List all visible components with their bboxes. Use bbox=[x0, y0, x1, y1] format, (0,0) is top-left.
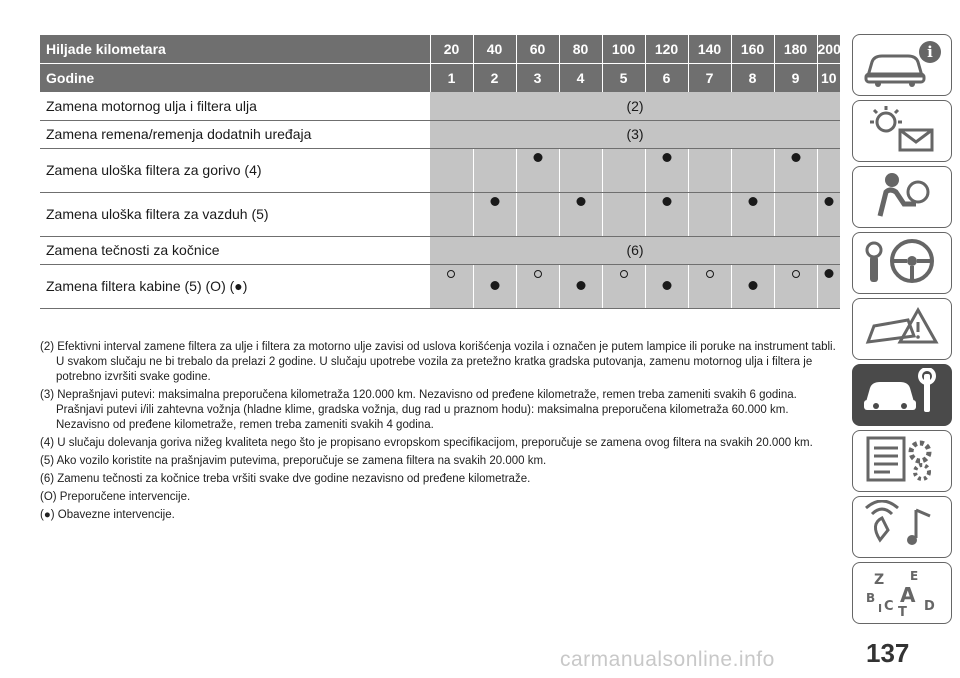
chapter-tab-car-wrench[interactable] bbox=[852, 364, 952, 426]
table-row bbox=[40, 92, 840, 120]
interval-cell bbox=[645, 264, 688, 308]
svg-text:Z: Z bbox=[874, 571, 885, 588]
interval-note-cell: (6) bbox=[430, 236, 840, 264]
table-row bbox=[40, 120, 840, 148]
interval-cell bbox=[516, 264, 559, 308]
footnote: (2) Efektivni interval zamene filtera za ulje i filtera za motorno ulje zavisi od uslova korišćenja vozila i označen je putem lampice ili poruke na instrument tabli. U svakom slučaju ne bi trebalo da prelazi 2 godine. U slučaju upotrebe vozila za pretežno kratka gradska putovanja, zamenu motornog ulja i filtera je potrebno izvršiti svake godine. bbox=[40, 341, 836, 383]
interval-cell bbox=[559, 148, 602, 192]
interval-cell bbox=[473, 192, 516, 236]
interval-cell bbox=[731, 192, 774, 236]
maintenance-table bbox=[40, 35, 840, 309]
interval-cell bbox=[774, 264, 817, 308]
mandatory-dot-icon bbox=[791, 153, 800, 162]
mandatory-dot-icon bbox=[662, 153, 671, 162]
chapter-tab-alphabetical-index[interactable] bbox=[852, 562, 952, 624]
header-km-cell: 80 bbox=[559, 35, 602, 64]
svg-text:I: I bbox=[878, 601, 883, 615]
header-row-km bbox=[40, 35, 840, 64]
airbag-person-icon bbox=[860, 170, 944, 225]
mandatory-dot-icon bbox=[576, 281, 585, 290]
row-label: Zamena uloška filtera za vazduh (5) bbox=[40, 192, 430, 236]
row-label: Zamena motornog ulja i filtera ulja bbox=[40, 92, 430, 120]
footnote: (4) U slučaju dolevanja goriva nižeg kvaliteta nego što je propisano evropskom specifikacijom, preporučuje se zamena ovog filtera na svakih 20.000 km. bbox=[40, 437, 813, 449]
interval-cell bbox=[774, 192, 817, 236]
chapter-tab-multimedia-music[interactable] bbox=[852, 496, 952, 558]
interval-cell bbox=[473, 148, 516, 192]
header-year-cell: 2 bbox=[473, 64, 516, 93]
header-year-cell: 1 bbox=[430, 64, 473, 93]
footnote: (●) Obavezne intervencije. bbox=[40, 509, 175, 521]
svg-text:i: i bbox=[927, 42, 933, 61]
mandatory-dot-icon bbox=[824, 269, 833, 278]
interval-cell bbox=[430, 148, 473, 192]
key-steering-wheel-icon bbox=[860, 236, 944, 291]
interval-cell bbox=[473, 264, 516, 308]
interval-cell bbox=[688, 148, 731, 192]
header-km-cell: 120 bbox=[645, 35, 688, 64]
header-year-cell: 9 bbox=[774, 64, 817, 93]
header-km-cell: 60 bbox=[516, 35, 559, 64]
row-label: Zamena filtera kabine (5) (O) (●) bbox=[40, 264, 430, 308]
header-km-cell: 180 bbox=[774, 35, 817, 64]
page-number: 137 bbox=[866, 638, 910, 668]
car-accident-icon bbox=[860, 302, 944, 357]
car-wrench-icon bbox=[860, 368, 944, 423]
table-row bbox=[40, 148, 840, 192]
footnote: (6) Zamenu tečnosti za kočnice treba vršiti svake dve godine nezavisno od pređene kilometraže. bbox=[40, 473, 531, 485]
table-row bbox=[40, 264, 840, 308]
interval-note-cell: (2) bbox=[430, 92, 840, 120]
mandatory-dot-icon bbox=[490, 281, 499, 290]
svg-text:T: T bbox=[898, 604, 907, 616]
chapter-tab-warning-light-mail[interactable] bbox=[852, 100, 952, 162]
mandatory-dot-icon bbox=[662, 197, 671, 206]
warning-light-mail-icon bbox=[860, 104, 944, 159]
chapter-tab-car-accident[interactable] bbox=[852, 298, 952, 360]
specs-gear-icon bbox=[860, 434, 944, 489]
interval-cell bbox=[645, 148, 688, 192]
header-year-cell: 10 bbox=[817, 64, 840, 93]
table-row bbox=[40, 192, 840, 236]
header-year-cell: 7 bbox=[688, 64, 731, 93]
interval-note-cell: (3) bbox=[430, 120, 840, 148]
interval-cell bbox=[731, 264, 774, 308]
footnote: (5) Ako vozilo koristite na prašnjavim putevima, preporučuje se zamena filtera na svakih 20.000 km. bbox=[40, 455, 547, 467]
svg-text:B: B bbox=[866, 590, 876, 605]
header-year-cell: 6 bbox=[645, 64, 688, 93]
interval-cell bbox=[430, 264, 473, 308]
mandatory-dot-icon bbox=[533, 153, 542, 162]
interval-cell bbox=[430, 192, 473, 236]
row-label: Zamena tečnosti za kočnice bbox=[40, 236, 430, 264]
interval-cell bbox=[602, 264, 645, 308]
chapter-tabs bbox=[852, 34, 952, 628]
svg-text:C: C bbox=[884, 598, 894, 614]
mandatory-dot-icon bbox=[748, 197, 757, 206]
header-year-cell: 4 bbox=[559, 64, 602, 93]
chapter-tab-specs-gear[interactable] bbox=[852, 430, 952, 492]
watermark: carmanualsonline.info bbox=[560, 648, 775, 671]
table-row bbox=[40, 236, 840, 264]
row-label: Zamena remena/remenja dodatnih uređaja bbox=[40, 120, 430, 148]
interval-cell bbox=[559, 264, 602, 308]
mandatory-dot-icon bbox=[662, 281, 671, 290]
header-km-cell: 160 bbox=[731, 35, 774, 64]
multimedia-music-icon bbox=[860, 500, 944, 555]
row-label: Zamena uloška filtera za gorivo (4) bbox=[40, 148, 430, 192]
recommended-ring-icon bbox=[706, 270, 714, 278]
footnotes bbox=[40, 340, 840, 526]
mandatory-dot-icon bbox=[824, 197, 833, 206]
svg-text:D: D bbox=[924, 598, 935, 614]
interval-cell bbox=[774, 148, 817, 192]
header-km-cell: 100 bbox=[602, 35, 645, 64]
interval-cell bbox=[516, 148, 559, 192]
header-km-cell: 40 bbox=[473, 35, 516, 64]
alphabetical-index-icon bbox=[860, 566, 944, 621]
chapter-tab-airbag-person[interactable] bbox=[852, 166, 952, 228]
mandatory-dot-icon bbox=[576, 197, 585, 206]
interval-cell bbox=[817, 148, 840, 192]
mandatory-dot-icon bbox=[748, 281, 757, 290]
interval-cell bbox=[731, 148, 774, 192]
chapter-tab-key-steering-wheel[interactable] bbox=[852, 232, 952, 294]
car-info-icon bbox=[860, 38, 944, 93]
header-km-cell: 20 bbox=[430, 35, 473, 64]
recommended-ring-icon bbox=[447, 270, 455, 278]
mandatory-dot-icon bbox=[490, 197, 499, 206]
interval-cell bbox=[817, 192, 840, 236]
interval-cell bbox=[688, 264, 731, 308]
interval-cell bbox=[559, 192, 602, 236]
header-km-cell: 200 bbox=[817, 35, 840, 64]
recommended-ring-icon bbox=[792, 270, 800, 278]
header-km-label: Hiljade kilometara bbox=[40, 35, 430, 64]
interval-cell bbox=[645, 192, 688, 236]
interval-cell bbox=[817, 264, 840, 308]
interval-cell bbox=[602, 148, 645, 192]
interval-cell bbox=[688, 192, 731, 236]
header-year-cell: 5 bbox=[602, 64, 645, 93]
svg-text:E: E bbox=[910, 568, 919, 583]
interval-cell bbox=[602, 192, 645, 236]
header-km-cell: 140 bbox=[688, 35, 731, 64]
recommended-ring-icon bbox=[534, 270, 542, 278]
header-year-label: Godine bbox=[40, 64, 430, 93]
header-year-cell: 3 bbox=[516, 64, 559, 93]
svg-text:A: A bbox=[900, 582, 916, 607]
header-year-cell: 8 bbox=[731, 64, 774, 93]
footnote: (O) Preporučene intervencije. bbox=[40, 491, 191, 503]
recommended-ring-icon bbox=[620, 270, 628, 278]
header-row-years bbox=[40, 64, 840, 93]
interval-cell bbox=[516, 192, 559, 236]
footnote: (3) Neprašnjavi putevi: maksimalna preporučena kilometraža 120.000 km. Nezavisno od pređene kilometraže, remen treba zameniti svakih 6 godina. Prašnjavi putevi i/ili zahtevna vožnja (hladne klime, gradska vožnja, dug rad u praznom hodu): maksimalna preporučena kilometraža 60.000 km. Nezavisno od pređene kilometraže, remen treba zameniti svakih 4 godina. bbox=[40, 389, 797, 431]
chapter-tab-car-info[interactable] bbox=[852, 34, 952, 96]
